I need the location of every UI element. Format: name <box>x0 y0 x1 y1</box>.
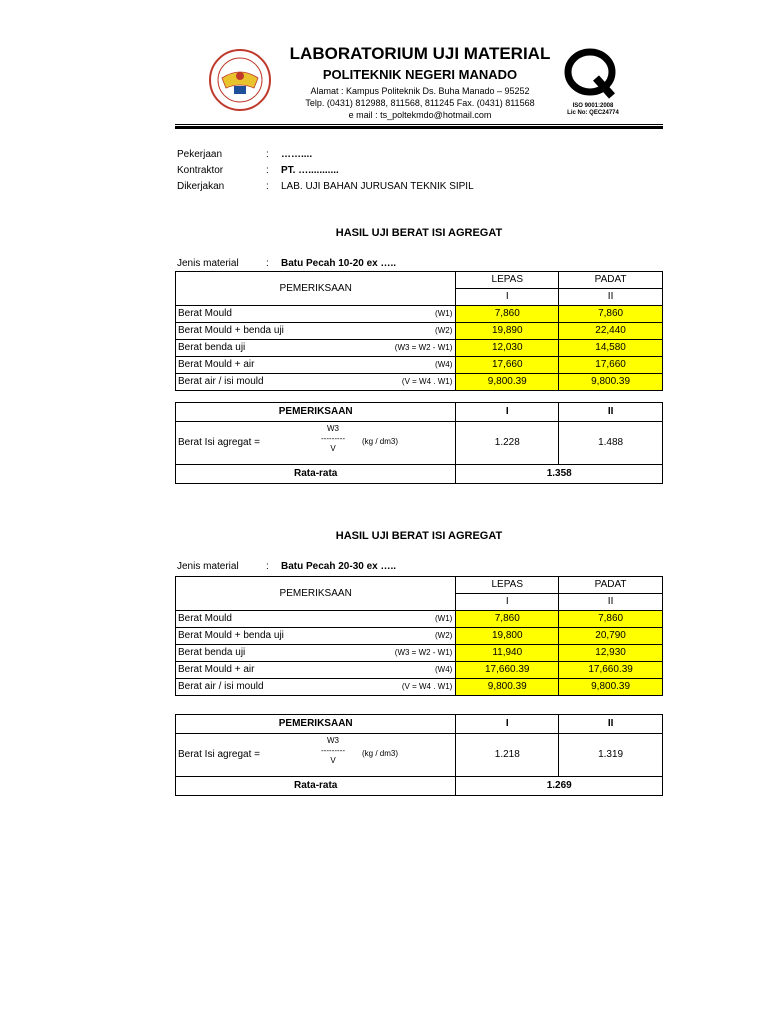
meta-value: LAB. UJI BAHAN JURUSAN TEKNIK SIPIL <box>281 181 474 192</box>
value-i: 19,890 <box>456 323 559 340</box>
formula-unit: (kg / dm3) <box>362 437 399 446</box>
formula-numerator: W3 <box>327 424 339 433</box>
jenis-label: Jenis material <box>177 258 239 269</box>
formula-bar: --------- <box>321 746 345 755</box>
table-row <box>176 679 663 696</box>
density-value-ii: 1.319 <box>559 734 663 777</box>
value-i: 9,800.39 <box>456 679 559 696</box>
meta-colon: : <box>266 561 269 572</box>
row-label: Berat benda uji <box>178 647 246 658</box>
iso-line-1: ISO 9001:2008 <box>572 103 614 109</box>
section-title: HASIL UJI BERAT ISI AGREGAT <box>335 530 503 542</box>
value-ii: 20,790 <box>559 628 663 645</box>
row-label: Berat air / isi mould <box>178 681 264 692</box>
density-value-i: 1.228 <box>456 422 559 465</box>
weight-table-1 <box>175 271 663 391</box>
formula-bar: --------- <box>321 434 345 443</box>
row-label: Berat air / isi mould <box>178 376 264 387</box>
value-ii: 14,580 <box>559 340 663 357</box>
pemeriksaan-header: PEMERIKSAAN <box>176 272 456 306</box>
jenis-label: Jenis material <box>177 561 239 572</box>
row-formula: (W4) <box>435 665 453 674</box>
formula-cell <box>176 734 456 777</box>
table-row <box>176 306 663 323</box>
meta-label: Kontraktor <box>177 165 224 176</box>
weight-table-2 <box>175 576 663 696</box>
value-ii: 9,800.39 <box>559 374 663 391</box>
iso-certificate-text <box>560 103 626 117</box>
pemeriksaan-header: PEMERIKSAAN <box>176 577 456 611</box>
meta-row-dikerjakan <box>0 181 768 197</box>
value-i: 7,860 <box>456 611 559 628</box>
value-i: 7,860 <box>456 306 559 323</box>
density-value-ii: 1.488 <box>559 422 663 465</box>
row-formula: (W1) <box>435 309 453 318</box>
row-formula: (W1) <box>435 614 453 623</box>
value-ii: 7,860 <box>559 306 663 323</box>
formula-unit: (kg / dm3) <box>362 749 399 758</box>
calc-pemeriksaan-header: PEMERIKSAAN <box>176 403 456 422</box>
meta-colon: : <box>266 149 269 160</box>
section-title: HASIL UJI BERAT ISI AGREGAT <box>335 227 503 239</box>
row-label: Berat benda uji <box>178 342 246 353</box>
row-label: Berat Mould + air <box>178 359 255 370</box>
jenis-material-row <box>0 561 768 575</box>
value-i: 11,940 <box>456 645 559 662</box>
table-row <box>176 374 663 391</box>
average-label: Rata-rata <box>176 465 456 484</box>
meta-colon: : <box>266 165 269 176</box>
average-value: 1.358 <box>456 465 663 484</box>
average-label: Rata-rata <box>176 777 456 796</box>
row-formula: (V = W4 . W1) <box>401 377 453 386</box>
formula-denominator: V <box>330 444 336 453</box>
row-label: Berat Mould <box>178 308 232 319</box>
header-rule-thin <box>175 124 663 125</box>
table-row <box>176 340 663 357</box>
calc-col-ii-header: II <box>559 403 663 422</box>
header-rule-thick <box>175 126 663 129</box>
table-row <box>176 323 663 340</box>
meta-row-kontraktor <box>0 165 768 181</box>
phone-line: Telp. (0431) 812988, 811568, 811245 Fax. (0431) 811568 <box>305 98 535 108</box>
jenis-material-row <box>0 258 768 272</box>
calc-col-ii-header: II <box>559 715 663 734</box>
jenis-value: Batu Pecah 10-20 ex ….. <box>281 258 397 269</box>
email-line: e mail : ts_poltekmdo@hotmail.com <box>348 110 492 120</box>
formula-label: Berat Isi agregat = <box>178 437 260 448</box>
lab-title: LABORATORIUM UJI MATERIAL <box>289 44 551 63</box>
density-table-2 <box>175 714 663 796</box>
meta-label: Dikerjakan <box>177 181 225 192</box>
row-formula: (W3 = W2 - W1) <box>394 648 453 657</box>
table-row <box>176 357 663 374</box>
address-line: Alamat : Kampus Politeknik Ds. Buha Manado – 95252 <box>310 86 530 96</box>
average-value: 1.269 <box>456 777 663 796</box>
iso-q-logo <box>560 48 626 120</box>
meta-value: …….... <box>281 149 313 160</box>
formula-cell <box>176 422 456 465</box>
meta-colon: : <box>266 258 269 269</box>
row-formula: (V = W4 . W1) <box>401 682 453 691</box>
row-formula: (W4) <box>435 360 453 369</box>
meta-colon: : <box>266 181 269 192</box>
density-table-1 <box>175 402 663 484</box>
lepas-header: LEPAS <box>456 577 559 594</box>
value-ii: 17,660.39 <box>559 662 663 679</box>
table-row <box>176 628 663 645</box>
row-label: Berat Mould + air <box>178 664 255 675</box>
value-ii: 12,930 <box>559 645 663 662</box>
col-ii-header: II <box>559 289 663 306</box>
value-i: 19,800 <box>456 628 559 645</box>
padat-header: PADAT <box>559 272 663 289</box>
table-row <box>176 662 663 679</box>
value-i: 9,800.39 <box>456 374 559 391</box>
col-i-header: I <box>456 289 559 306</box>
row-formula: (W2) <box>435 326 453 335</box>
meta-value: PT. …........... <box>281 165 339 176</box>
value-ii: 22,440 <box>559 323 663 340</box>
institution-name: POLITEKNIK NEGERI MANADO <box>322 67 518 82</box>
density-value-i: 1.218 <box>456 734 559 777</box>
row-formula: (W3 = W2 - W1) <box>394 343 453 352</box>
value-ii: 9,800.39 <box>559 679 663 696</box>
value-i: 17,660.39 <box>456 662 559 679</box>
value-ii: 7,860 <box>559 611 663 628</box>
polytechnic-seal-logo <box>208 48 272 112</box>
formula-fraction <box>316 736 350 766</box>
meta-label: Pekerjaan <box>177 149 223 160</box>
formula-fraction <box>316 424 350 454</box>
col-i-header: I <box>456 594 559 611</box>
calc-pemeriksaan-header: PEMERIKSAAN <box>176 715 456 734</box>
formula-label: Berat Isi agregat = <box>178 749 260 760</box>
jenis-value: Batu Pecah 20-30 ex ….. <box>281 561 397 572</box>
meta-row-pekerjaan <box>0 149 768 165</box>
value-ii: 17,660 <box>559 357 663 374</box>
lepas-header: LEPAS <box>456 272 559 289</box>
value-i: 12,030 <box>456 340 559 357</box>
value-i: 17,660 <box>456 357 559 374</box>
col-ii-header: II <box>559 594 663 611</box>
formula-denominator: V <box>330 756 336 765</box>
table-row <box>176 611 663 628</box>
calc-col-i-header: I <box>456 403 559 422</box>
table-row <box>176 645 663 662</box>
formula-numerator: W3 <box>327 736 339 745</box>
row-label: Berat Mould <box>178 613 232 624</box>
row-formula: (W2) <box>435 631 453 640</box>
iso-line-2: Lic No: QEC24774 <box>567 110 619 116</box>
row-label: Berat Mould + benda uji <box>178 325 284 336</box>
row-label: Berat Mould + benda uji <box>178 630 284 641</box>
calc-col-i-header: I <box>456 715 559 734</box>
padat-header: PADAT <box>559 577 663 594</box>
